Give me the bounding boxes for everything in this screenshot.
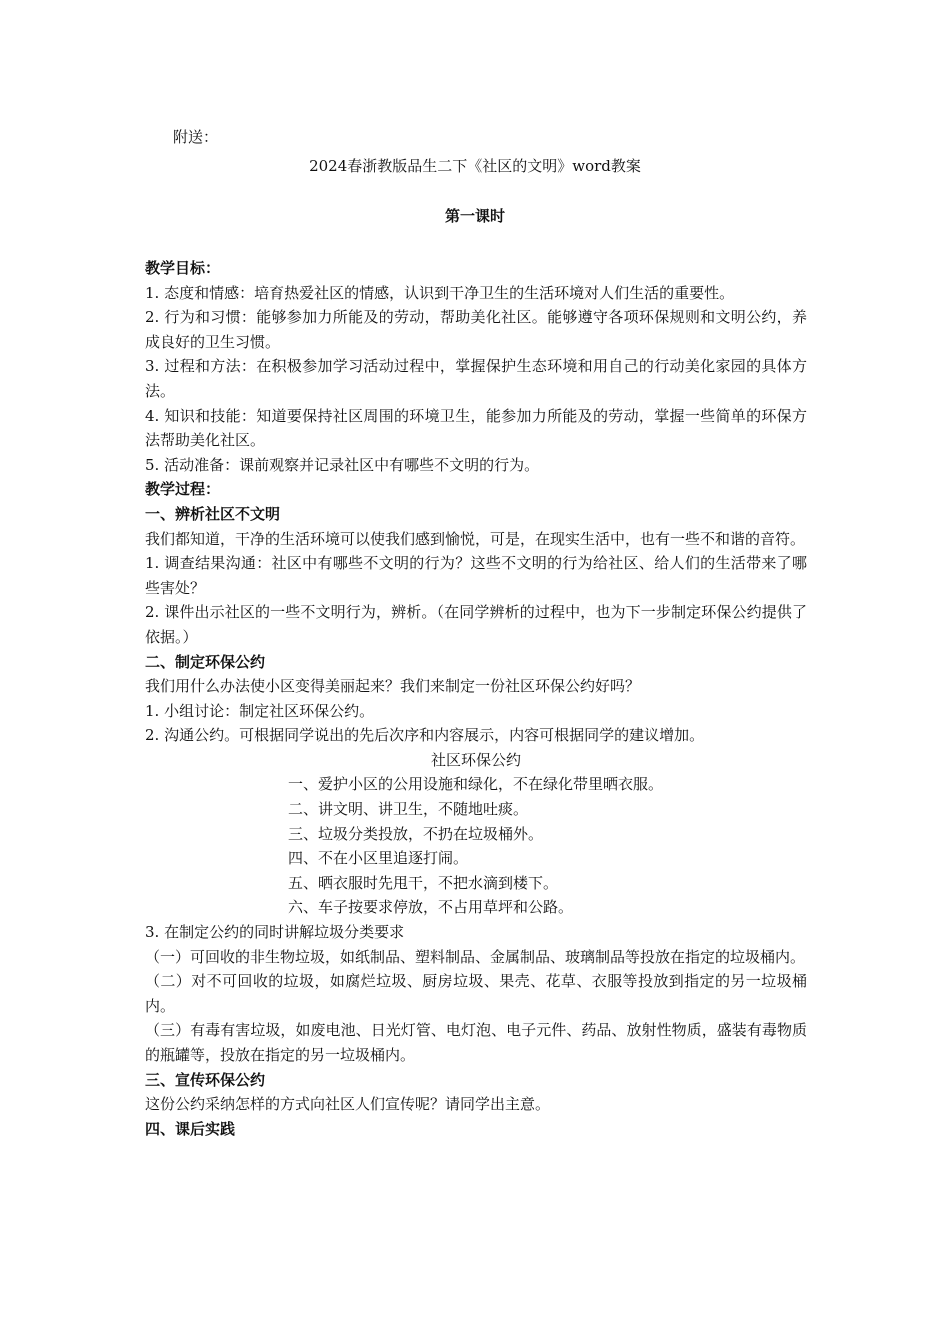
pledge-title: 社区环保公约 bbox=[430, 750, 521, 769]
sort-rule: （三）有毒有害垃圾，如废电池、日光灯管、电灯泡、电子元件、药品、放射性物质，盛装有毒物质的瓶罐等，投放在指定的另一垃圾桶内。 bbox=[145, 1021, 807, 1064]
document-title: 2024春浙教版品生二下《社区的文明》word教案 bbox=[309, 157, 641, 175]
section-heading: 二、制定环保公约 bbox=[145, 652, 266, 671]
section-heading: 四、课后实践 bbox=[145, 1119, 236, 1138]
section-heading: 三、宣传环保公约 bbox=[145, 1070, 266, 1089]
section-item: 1. 小组讨论：制定社区环保公约。 bbox=[145, 701, 375, 720]
section-text: 这份公约采纳怎样的方式向社区人们宣传呢？请同学出主意。 bbox=[145, 1095, 551, 1114]
sort-rule: （一）可回收的非生物垃圾，如纸制品、塑料制品、金属制品、玻璃制品等投放在指定的垃圾桶内。 bbox=[145, 947, 806, 966]
lesson-title: 第一课时 bbox=[444, 207, 505, 225]
pledge-item: 一、爱护小区的公用设施和绿化，不在绿化带里晒衣服。 bbox=[288, 775, 664, 794]
section-heading: 一、辨析社区不文明 bbox=[145, 504, 281, 523]
section-item: 2. 课件出示社区的一些不文明行为，辨析。（在同学辨析的过程中，也为下一步制定环保公约提供了依据。） bbox=[145, 603, 807, 646]
section-intro: 我们用什么办法使小区变得美丽起来？我们来制定一份社区环保公约好吗？ bbox=[145, 677, 641, 696]
goal-item: 1. 态度和情感：培育热爱社区的情感，认识到干净卫生的生活环境对人们生活的重要性。 bbox=[145, 283, 735, 302]
section-item: 2. 沟通公约。可根据同学说出的先后次序和内容展示，内容可根据同学的建议增加。 bbox=[145, 726, 705, 745]
section-intro: 我们都知道，干净的生活环境可以使我们感到愉悦，可是，在现实生活中，也有一些不和谐的音符。 bbox=[145, 529, 806, 548]
section-item: 3. 在制定公约的同时讲解垃圾分类要求 bbox=[145, 923, 405, 942]
goals-heading: 教学目标： bbox=[145, 259, 221, 277]
sort-rule: （二）对不可回收的垃圾，如腐烂垃圾、厨房垃圾、果壳、花草、衣服等投放到指定的另一垃圾桶内。 bbox=[145, 972, 807, 1015]
process-heading: 教学过程： bbox=[145, 480, 221, 499]
pledge-item: 六、车子按要求停放，不占用草坪和公路。 bbox=[288, 898, 574, 917]
goal-item: 2. 行为和习惯：能够参加力所能及的劳动，帮助美化社区。能够遵守各项环保规则和文明公约，养成良好的卫生习惯。 bbox=[145, 308, 807, 351]
section-item: 1. 调查结果沟通：社区中有哪些不文明的行为？这些不文明的行为给社区、给人们的生活带来了哪些害处？ bbox=[145, 554, 807, 597]
pledge-item: 四、不在小区里追逐打闹。 bbox=[288, 849, 469, 868]
pledge-item: 三、垃圾分类投放，不扔在垃圾桶外。 bbox=[288, 824, 544, 843]
goal-item: 5. 活动准备：课前观察并记录社区中有哪些不文明的行为。 bbox=[145, 455, 540, 474]
pledge-item: 二、讲文明、讲卫生，不随地吐痰。 bbox=[288, 800, 529, 819]
goal-item: 4. 知识和技能：知道要保持社区周围的环境卫生，能参加力所能及的劳动，掌握一些简单的环保方法帮助美化社区。 bbox=[145, 406, 807, 450]
document-body bbox=[145, 256, 807, 1141]
goal-item: 3. 过程和方法：在积极参加学习活动过程中，掌握保护生态环境和用自己的行动美化家园的具体方法。 bbox=[145, 357, 807, 400]
attachment-label: 附送： bbox=[173, 128, 219, 146]
pledge-item: 五、晒衣服时先甩干，不把水滴到楼下。 bbox=[288, 873, 559, 892]
